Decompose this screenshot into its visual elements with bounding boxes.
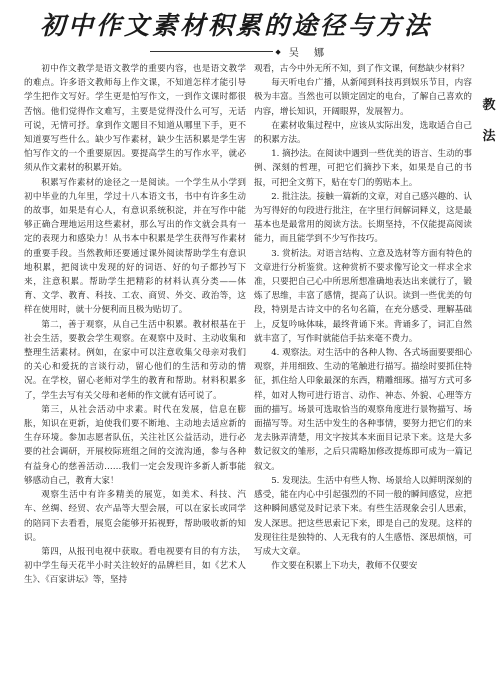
- paragraph: 第二，善于观察，从自己生活中积累。教材根基在于社会生活，要教会学生观察。在观察中及时、主动收集和整理生活素材。例如，在家中可以注意收集父母亲对我们的关心和爱抚的言谈行动，留心他们的生活和劳动的情况。在学校，留心老师对学生的教育和帮助。材料积累多了，学生去写有关父母和老师的作文就有话可说了。: [24, 319, 246, 401]
- paragraph: 积累写作素材的途径之一是阅读。一个学生从小学到初中毕业的九年里，学过十八本语文书，书中有许多生动的故事，如果是有心人，有意识系统积淀，并在写作中能够正确合理地运用这些素材，那么写出的作文就会具有一定的表现力和感染力！从书本中积累是学生获得写作素材的重要手段。当然教师还要通过课外阅读帮助学生有意识地积累，把阅读中发现的好的词语、好的句子都抄写下来，注意积累。帮助学生把精彩的材料认真分类——体育、文学、教育、科技、工农、商贸、外交、政治等，这样在使用时，就十分便利而且极为贴切了。: [24, 177, 246, 316]
- byline-rule-left: [150, 51, 273, 52]
- side-label-fa: 法: [482, 129, 496, 144]
- paragraph: 1. 摘抄法。在阅读中遇到一些优美的语言、生动的事例、深刻的哲理，可把它们摘抄下来，如果是自己的书报，可把全文剪下，贴在专门的剪贴本上。: [254, 149, 472, 188]
- paragraph: 4. 观察法。对生活中的各种人物、各式场面要要细心观察，并用细致、生动的笔触进行描写。描绘时要抓住特征，抓住给人印象最深的东西，精雕细琢。描写方式可多样，如对人物可进行语言、动作、神态、外貌、心理等方面的描写。场景可选取恰当的观察角度进行景物描写、场面描写等。对生活中发生的各种事情，要努力把它们的来龙去脉弄清楚，用文字按其本来面目记录下来。这是大多数记叙文的雏形，之后只需略加修改提炼即可成为一篇记叙文。: [254, 348, 472, 472]
- paragraph: 第四，从报刊电视中获取。看电视要有目的有方法，初中学生每天花半小时关注较好的品牌栏目，如《艺术人生》、《百家讲坛》等，坚持: [24, 546, 246, 586]
- paragraph: 第三，从社会活动中求素。时代在发展，信息在膨胀，知识在更新，迫使我们要不断地、主动地去适应新的生存环境。参加志愿者队伍，关注社区公益活动，进行必要的社会调研，开展校际班组之间的交流沟通，参与各种有益身心的慈善活动……我们一定会发现许多新人新事能够感动自己，教育大家！: [24, 404, 246, 486]
- paragraph: 观看，古今中外无所不知，到了作文课，何愁缺少材料？: [254, 64, 469, 74]
- byline: [150, 44, 330, 59]
- paragraph: 作文要在积累上下功夫，教师不仅要安: [271, 561, 418, 572]
- side-label-jiao: 教: [482, 98, 496, 113]
- paragraph: 2. 批注法。接触一篇新的文章，对自己感兴趣的、认为写得好的句段进行批注，在字里行间解词释义，这是最基本也是最常用的阅读方法。长期坚持，不仅能提高阅读能力，而且能学到不少写作技巧。: [254, 191, 472, 245]
- diamond-icon: ◆: [275, 47, 281, 56]
- paragraph: 在素材收集过程中，应该从实际出发，选取适合自己的积累方法。: [254, 120, 472, 146]
- author-name: 吴 娜: [288, 48, 330, 59]
- paragraph: 5. 发现法。生活中有些人物、场景给人以鲜明深刻的感受，能在内心中引起强烈的不同一般的瞬间感觉，应把这种瞬间感觉及时记录下来。有些生活现象会引人思索，发人深思。把这些思索记下来，即是自己的发现。这样的发现往往是独特的、人无我有的人生感悟、深思烦恼，可写成大文章。: [254, 475, 472, 557]
- paragraph: 观察生活中有许多精美的展览，如美术、科技、汽车、丝绸、经贸、农产品等大型会展，可以在家长或同学的陪同下去看看，展览会能够开拓视野，帮助吸收新的知识。: [24, 490, 246, 543]
- paragraph: 初中作文教学是语文教学的重要内容，也是语文教学的难点。许多语文教师每上作文课，不知道怎样才能引导学生把作文写好。学生更是怕写作文，一到作文课时都很苦恼。他们觉得作文难写，主要是觉得没什么可写，无话可说，无情可抒。拿到作文题目不知道从哪里下手，更不知道要写些什么。缺少写作素材，缺少生活积累是学生害怕写作文的一个重要原因。要提高学生的写作水平，就必须从作文素材的积累开始。: [24, 64, 246, 174]
- right-column: [254, 62, 472, 573]
- paragraph: 3. 赏析法。对语言结构、立意及选材等方面有特色的文章进行分析鉴赏。这种赏析不要求像写论文一样求全求准，只要把自己心中所思所想准确地表达出来就行了，锻炼了思维，丰富了感情，提高了认识。读到一些优美的句段，特别是古诗文中的名句名篇，在充分感受、理解基础上，反复吟咏体味，最终背诵下来。背诵多了，词汇自然就丰富了，写作时就能信手拈来毫不费力。: [254, 248, 472, 344]
- paragraph: 每天听电台广播，从新闻到科技再到娱乐节目，内容极为丰富。当然也可以锁定固定的电台，了解自己喜欢的内容，增长知识，开阔眼界，发展智力。: [254, 78, 472, 117]
- article-title: 初中作文素材积累的途径与方法: [39, 11, 432, 40]
- left-column: [24, 62, 246, 588]
